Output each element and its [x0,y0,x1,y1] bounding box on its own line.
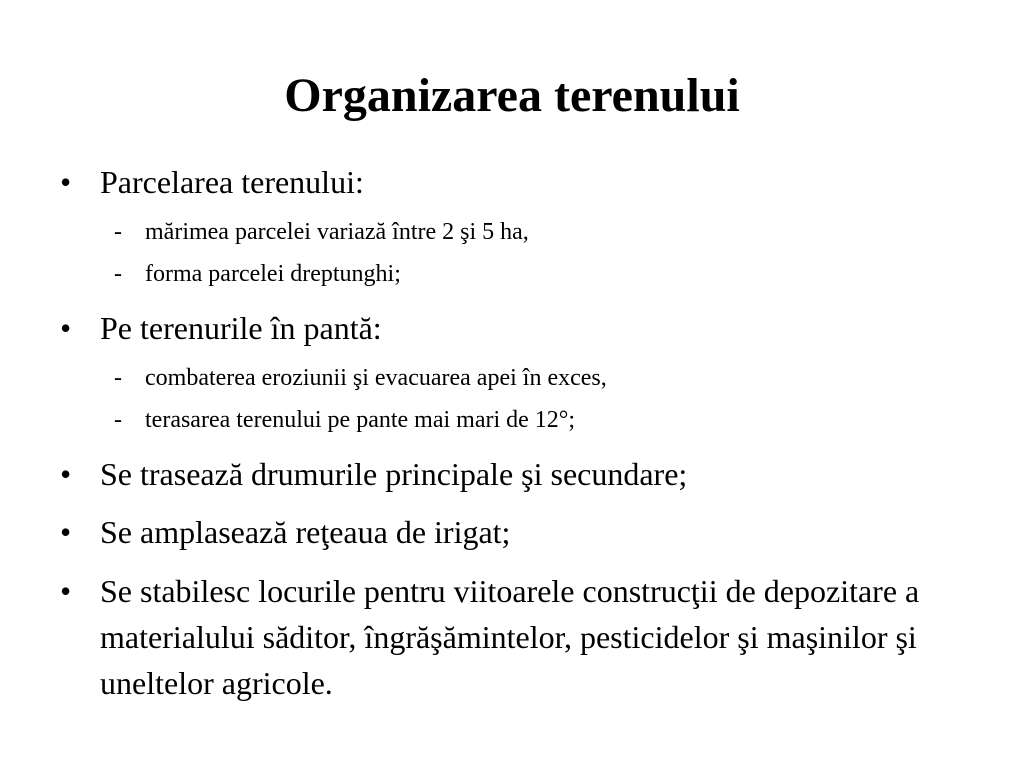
sub-marker: - [114,407,122,433]
sub-text: forma parcelei dreptunghi; [145,261,401,287]
bullet-marker: • [60,573,72,609]
bullet-item [58,160,958,292]
bullet-item [58,510,958,554]
bullet-text: Parcelarea terenului: [100,164,364,200]
bullet-marker: • [60,164,72,200]
sub-item [100,256,958,292]
sub-marker: - [114,365,122,391]
bullet-marker: • [60,310,72,346]
sub-list [100,360,958,438]
sub-text: terasarea terenului pe pante mai mari de 12°; [145,407,576,433]
sub-list [100,214,958,292]
bullet-marker: • [60,456,72,492]
sub-text: combaterea eroziunii şi evacuarea apei în exces, [145,365,607,391]
sub-marker: - [114,219,122,245]
bullet-item [58,568,958,706]
bullet-text: Se stabilesc locurile pentru viitoarele construcţii de depozitare a materialului săditor, îngrăşămintelor, pesticidelor şi maşinilor şi uneltelor agricole. [100,573,920,701]
slide-title: Organizarea terenului [284,69,740,122]
sub-item [100,360,958,396]
bullet-text: Se amplasează reţeaua de irigat; [100,514,511,550]
sub-marker: - [114,261,122,287]
sub-item [100,402,958,438]
bullet-item [58,452,958,496]
sub-text: mărimea parcelei variază între 2 şi 5 ha, [145,219,529,245]
sub-item [100,214,958,250]
bullet-marker: • [60,514,72,550]
bullet-list [58,160,958,706]
bullet-item [58,306,958,438]
bullet-text: Se trasează drumurile principale şi secundare; [100,456,688,492]
bullet-text: Pe terenurile în pantă: [100,310,382,346]
